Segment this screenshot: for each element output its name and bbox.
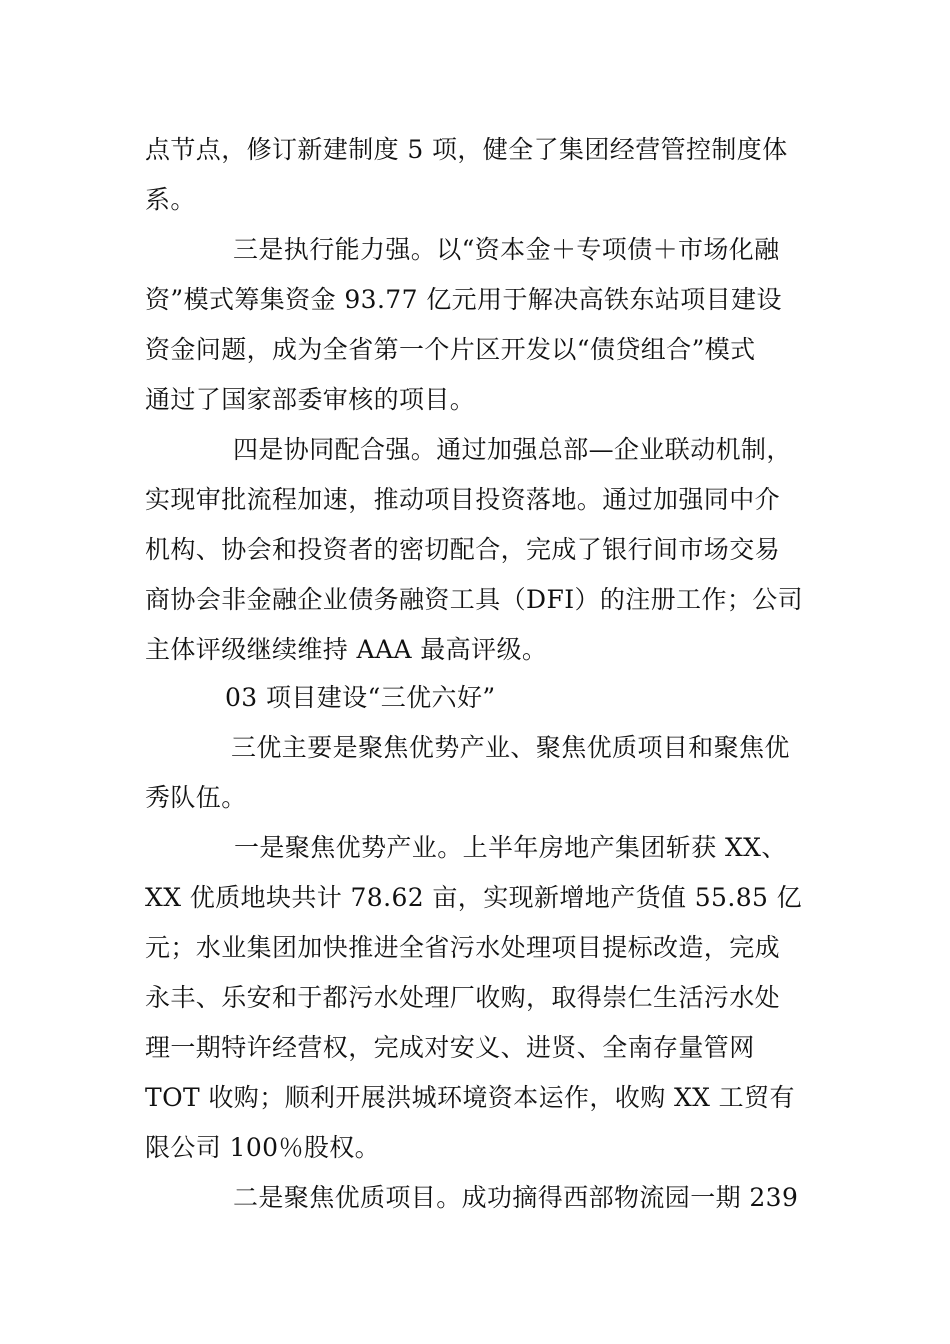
text-line: TOT 收购；顺利开展洪城环境资本运作，收购 XX 工贸有 — [145, 1083, 795, 1112]
text-line: 资金问题，成为全省第一个片区开发以“债贷组合”模式 — [145, 335, 756, 364]
text-line: 元；水业集团加快推进全省污水处理项目提标改造，完成 — [145, 933, 781, 962]
text-line: 永丰、乐安和于都污水处理厂收购，取得崇仁生活污水处 — [145, 983, 781, 1012]
text-line: XX 优质地块共计 78.62 亩，实现新增地产货值 55.85 亿 — [145, 883, 803, 912]
text-line: 主体评级继续维持 AAA 最高评级。 — [145, 635, 548, 664]
text-line: 实现审批流程加速，推动项目投资落地。通过加强同中介 — [145, 485, 781, 514]
text-line: 三优主要是聚焦优势产业、聚焦优质项目和聚焦优 — [231, 733, 790, 762]
text-line: 点节点，修订新建制度 5 项，健全了集团经营管控制度体 — [145, 135, 788, 164]
text-line: 二是聚焦优质项目。成功摘得西部物流园一期 239 — [233, 1183, 799, 1212]
text-line: 商协会非金融企业债务融资工具（DFI）的注册工作；公司 — [145, 585, 804, 614]
text-line: 理一期特许经营权，完成对安义、进贤、全南存量管网 — [145, 1033, 755, 1062]
text-line: 资”模式筹集资金 93.77 亿元用于解决高铁东站项目建设 — [145, 285, 782, 314]
text-line: 四是协同配合强。通过加强总部—企业联动机制， — [233, 435, 792, 464]
text-line: 三是执行能力强。以“资本金＋专项债＋市场化融 — [233, 235, 780, 264]
text-line: 系。 — [145, 185, 196, 214]
text-line: 一是聚焦优势产业。上半年房地产集团斩获 XX、 — [234, 833, 787, 862]
section-heading: 03 项目建设“三优六好” — [225, 683, 496, 712]
text-line: 限公司 100％股权。 — [145, 1133, 381, 1162]
text-line: 机构、协会和投资者的密切配合，完成了银行间市场交易 — [145, 535, 781, 564]
text-line: 通过了国家部委审核的项目。 — [145, 385, 476, 414]
text-line: 秀队伍。 — [145, 783, 247, 812]
